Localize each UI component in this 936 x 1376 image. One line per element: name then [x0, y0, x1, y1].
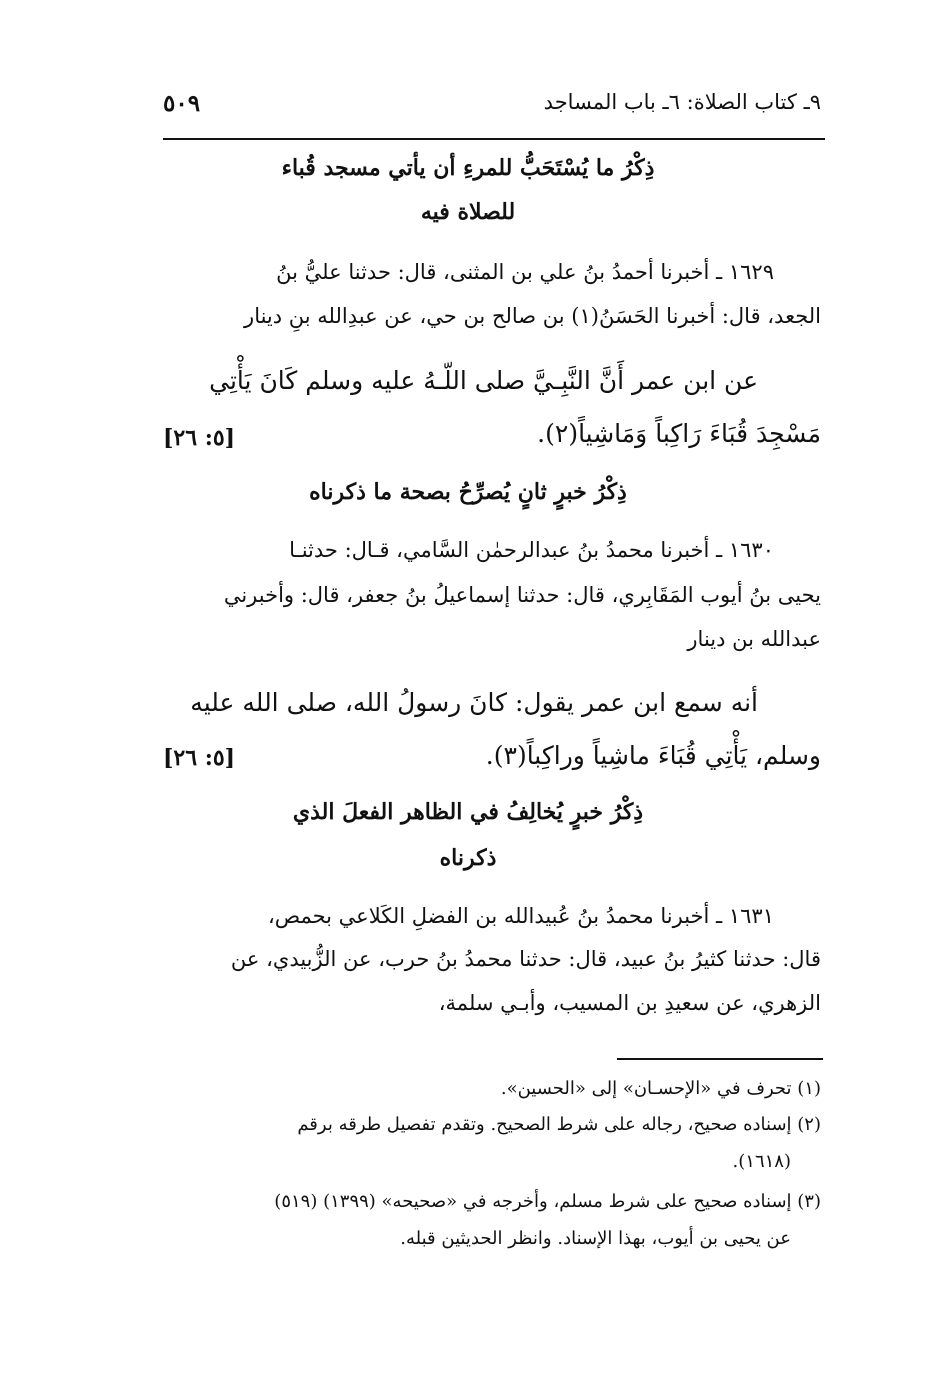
footnote: (١) تحرف في «الإحسـان» إلى «الحسين». — [500, 1078, 821, 1099]
section-heading: ذكرناه — [439, 845, 497, 871]
section-heading: ذِكْرُ خبرٍ يُخالِفُ في الظاهر الفعلَ الذي — [292, 799, 644, 825]
reference: [٥: ٢٦] — [163, 425, 236, 451]
isnad-line: قال: حدثنا كثيرُ بنُ عبيد، قال: حدثنا محمدُ بنُ حرب، عن الزُّبيدي، عن — [230, 947, 821, 971]
running-header-title: ٩ـ كتاب الصلاة: ٦ـ باب المساجد — [543, 90, 821, 114]
isnad-line: ١٦٣٠ ـ أخبرنا محمدُ بنُ عبدالرحمٰن السَّامي، قـال: حدثنـا — [289, 538, 774, 562]
isnad-line: يحيى بنُ أيوب المَقَابِري، قال: حدثنا إسماعيلُ بنُ جعفر، قال: وأخبرني — [223, 583, 821, 607]
isnad-line: عبدالله بن دينار — [687, 627, 821, 651]
footnote-rule — [617, 1058, 823, 1060]
footnote-continuation: عن يحيى بن أيوب، بهذا الإسناد. وانظر الحديثين قبله. — [400, 1228, 791, 1249]
footnote: (٣) إسناده صحيح على شرط مسلم، وأخرجه في «صحيحه» (١٣٩٩) (٥١٩) — [274, 1191, 821, 1212]
isnad-line: الجعد، قال: أخبرنا الحَسَنُ(١) بن صالح بن حي، عن عبدِالله بنِ دينار — [244, 304, 821, 328]
matn-line: عن ابن عمر أَنَّ النَّبِـيَّ صلى اللّـهُ عليه وسلم كَانَ يَأْتِي — [209, 366, 758, 395]
reference: [٥: ٢٦] — [163, 745, 236, 771]
isnad-line: ١٦٣١ ـ أخبرنا محمدُ بنُ عُبيدالله بن الفضلِ الكَلاعي بحمص، — [267, 904, 774, 928]
isnad-line: الزهري، عن سعيدِ بن المسيب، وأبـي سلمة، — [438, 991, 821, 1015]
footnote: (٢) إسناده صحيح، رجاله على شرط الصحيح. وتقدم تفصيل طرقه برقم — [297, 1114, 821, 1135]
section-heading: ذِكْرُ خبرٍ ثانٍ يُصرِّحُ بصحة ما ذكرناه — [309, 479, 627, 505]
section-heading: ذِكْرُ ما يُسْتَحَبُّ للمرءِ أن يأتي مسجد قُباء — [281, 155, 655, 181]
page-number: ٥٠٩ — [163, 90, 201, 117]
footnote-continuation: (١٦١٨). — [732, 1151, 791, 1172]
section-heading: للصلاة فيه — [420, 199, 516, 225]
matn-line: أنه سمع ابن عمر يقول: كانَ رسولُ الله، صلى الله عليه — [190, 688, 758, 717]
header-rule — [163, 138, 825, 140]
isnad-line: ١٦٢٩ ـ أخبرنا أحمدُ بنُ علي بن المثنى، قال: حدثنا عليُّ بنُ — [276, 260, 774, 284]
matn-line: وسلم، يَأْتِي قُبَاءَ ماشِياً وراكِباً(٣). — [485, 741, 821, 770]
matn-line: مَسْجِدَ قُبَاءَ رَاكِباً وَمَاشِياً(٢). — [537, 419, 821, 448]
